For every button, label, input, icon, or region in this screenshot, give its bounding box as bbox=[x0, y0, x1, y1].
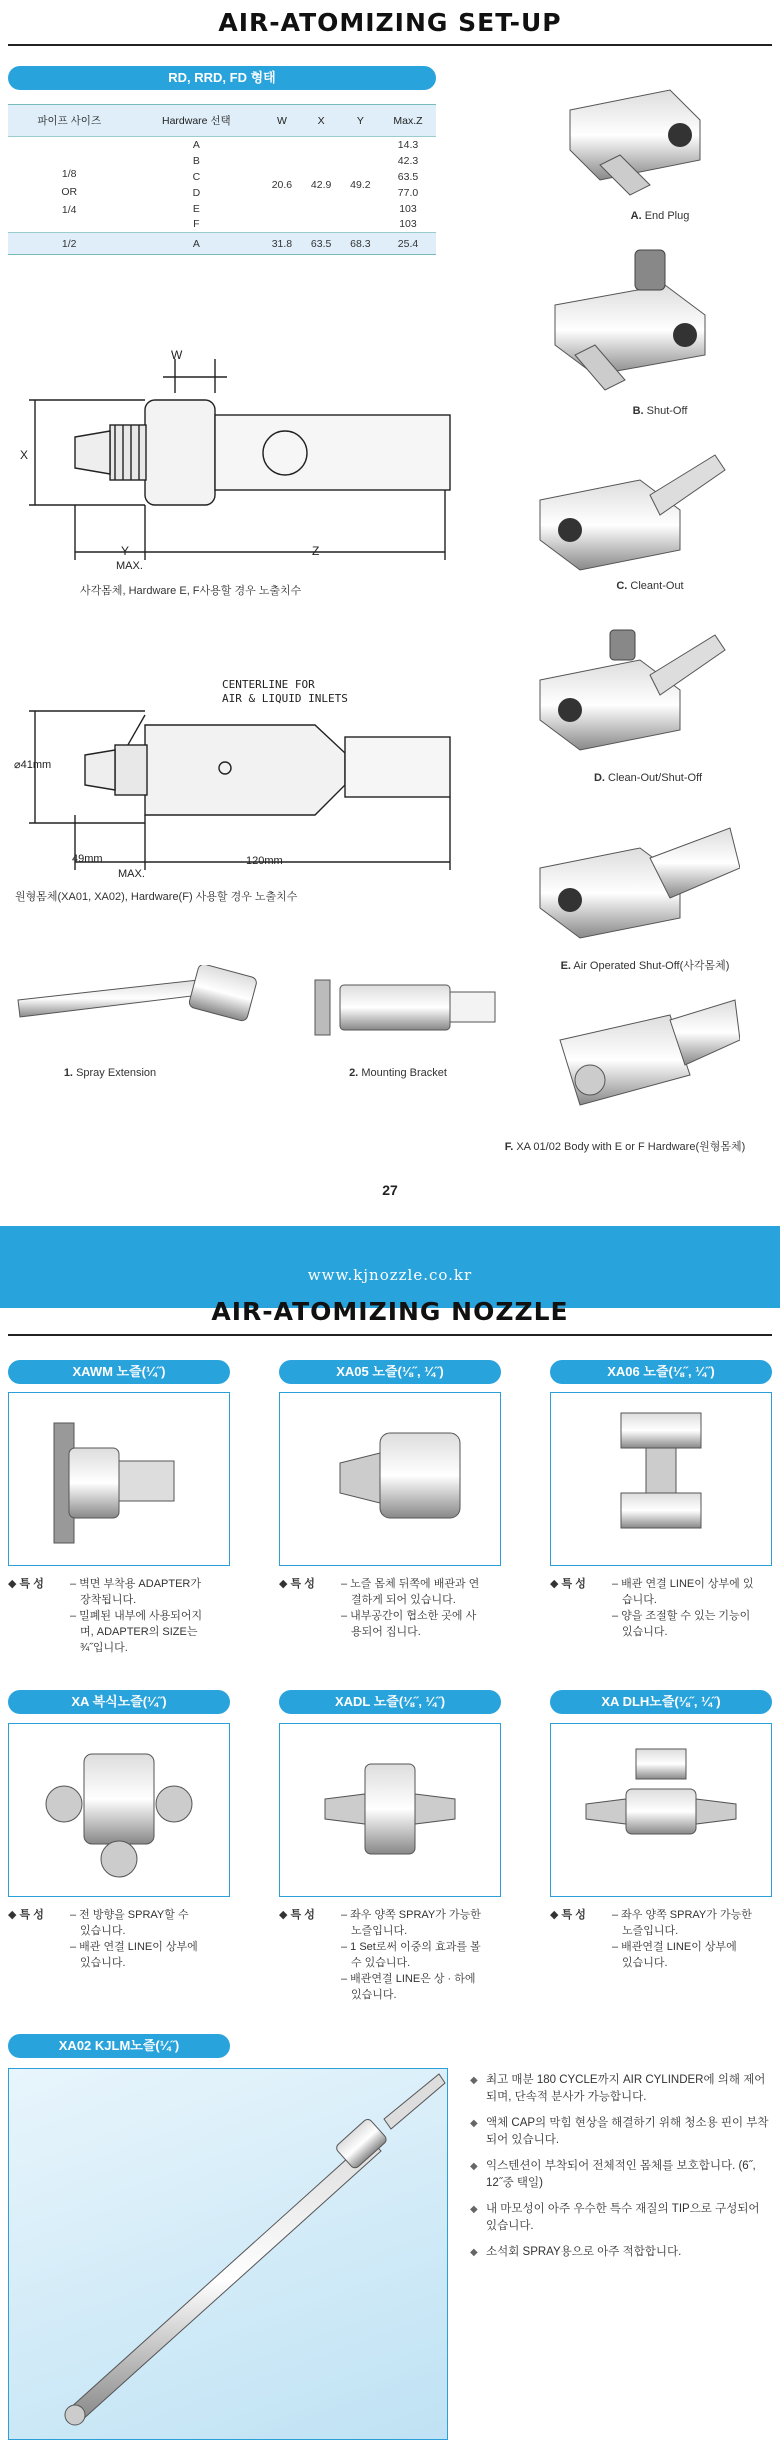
feature-label: ◆ 특 성 bbox=[550, 1578, 586, 1590]
xadl-nozzle-photo bbox=[280, 1724, 500, 1896]
xa05-nozzle-photo bbox=[280, 1393, 500, 1565]
feature-line: 용되어 집니다. bbox=[351, 1626, 421, 1638]
hardware-cell: F bbox=[193, 218, 200, 231]
xadlh-nozzle-photo bbox=[551, 1724, 771, 1896]
kjlm-photo-frame bbox=[8, 2068, 448, 2440]
feature-line: 있습니다. bbox=[622, 1957, 668, 1969]
accessory-2-caption bbox=[328, 1067, 468, 1079]
centerline-label: CENTERLINE FOR bbox=[222, 678, 315, 691]
nozzle-pill-kjlm: XA02 KJLM노즐(¼˝) bbox=[8, 2034, 230, 2058]
feature-label: ◆ 특 성 bbox=[8, 1909, 44, 1921]
hardware-letter: F. bbox=[504, 1141, 514, 1153]
feature-line: – 좌우 양쪽 SPRAY가 가능한 bbox=[341, 1909, 481, 1921]
hardware-d-caption bbox=[558, 772, 738, 784]
pipe-size: 1/4 bbox=[61, 203, 77, 216]
kjlm-bullet: ◆ 소석회 SPRAY용으로 아주 적합합니다. bbox=[470, 2244, 770, 2261]
feature-line: – 배관연결 LINE이 상부에 bbox=[612, 1941, 737, 1953]
nozzle-pill-xadl: XADL 노즐(⅛˝, ¼˝) bbox=[279, 1690, 501, 1714]
feature-line: – 배관연결 LINE은 상 · 하에 bbox=[341, 1973, 476, 1985]
xa06-nozzle-photo bbox=[551, 1393, 771, 1565]
hardware-cell: A bbox=[192, 138, 200, 151]
feature-line: 장착됩니다. bbox=[80, 1594, 137, 1606]
hardware-e-caption bbox=[520, 957, 770, 973]
end-plug-photo bbox=[560, 70, 710, 200]
pipe-size: OR bbox=[61, 185, 78, 198]
nozzle-photo-frame bbox=[550, 1392, 772, 1566]
last-row-cell: 63.5 bbox=[302, 233, 341, 255]
feature-block-xa05 bbox=[279, 1576, 501, 1638]
feature-block-xadl bbox=[279, 1907, 501, 2001]
feature-line: 결하게 되어 있습니다. bbox=[351, 1594, 456, 1606]
hardware-cell: B bbox=[192, 154, 200, 167]
feature-line: 며, ADAPTER의 SIZE는 bbox=[80, 1626, 198, 1638]
nozzle-pill-xa05: XA05 노즐(⅛˝, ¼˝) bbox=[279, 1360, 501, 1384]
accessory-text: Mounting Bracket bbox=[361, 1067, 447, 1079]
feature-label: ◆ 특 성 bbox=[8, 1578, 44, 1590]
feature-line: 있습니다. bbox=[622, 1626, 668, 1638]
xawm-nozzle-photo bbox=[9, 1393, 229, 1565]
kjlm-bullet: ◆ 최고 매분 180 CYCLE까지 AIR CYLINDER에 의해 제어되며, 단속적 분사가 가능합니다. bbox=[470, 2072, 770, 2106]
hardware-text: XA 01/02 Body with E or F Hardware(원형몸체) bbox=[516, 1141, 746, 1153]
accessory-num: 2. bbox=[349, 1067, 359, 1079]
hardware-text: Cleant-Out bbox=[630, 580, 684, 592]
hardware-text: Shut-Off bbox=[646, 405, 688, 417]
feature-line: 있습니다. bbox=[80, 1957, 126, 1969]
nozzle-pill-xawm: XAWM 노즐(¼˝) bbox=[8, 1360, 230, 1384]
th-hardware: Hardware 선택 bbox=[130, 105, 262, 137]
feature-block-xa-multi bbox=[8, 1907, 230, 1969]
feature-line: – 내부공간이 협소한 곳에 사 bbox=[341, 1610, 477, 1622]
last-row-cell: 25.4 bbox=[380, 233, 436, 255]
hardware-f-caption bbox=[480, 1138, 770, 1154]
maxz-cell: 63.5 bbox=[397, 170, 419, 183]
kjlm-bullet-list bbox=[470, 2072, 770, 2270]
dim-49mm: 49mm bbox=[72, 853, 103, 865]
pipe-size: 1/8 bbox=[61, 167, 77, 180]
title-rule-2 bbox=[8, 1334, 772, 1336]
hardware-letter: A. bbox=[630, 210, 642, 222]
spec-table bbox=[8, 104, 436, 255]
feature-line: 노즐입니다. bbox=[622, 1925, 679, 1937]
clean-out-shut-off-photo bbox=[530, 610, 730, 760]
round-body-photo bbox=[540, 990, 740, 1130]
hardware-a-caption bbox=[590, 210, 730, 222]
website-url[interactable]: www.kjnozzle.co.kr bbox=[307, 1266, 473, 1284]
dim-y-label: Y bbox=[121, 544, 130, 558]
hardware-text: Air Operated Shut-Off(사각몸체) bbox=[573, 960, 730, 972]
dim-max2: MAX. bbox=[118, 868, 145, 880]
th-x: X bbox=[302, 105, 341, 137]
feature-label: ◆ 특 성 bbox=[279, 1578, 315, 1590]
feature-line: – 좌우 양쪽 SPRAY가 가능한 bbox=[612, 1909, 752, 1921]
w-cell: 20.6 bbox=[271, 178, 293, 191]
th-pipe: 파이프 사이즈 bbox=[8, 105, 130, 137]
th-y: Y bbox=[341, 105, 380, 137]
table-pill: RD, RRD, FD 형태 bbox=[8, 66, 436, 90]
maxz-cell: 103 bbox=[399, 202, 417, 215]
mounting-bracket-photo bbox=[300, 960, 500, 1050]
page-title-setup: AIR-ATOMIZING SET-UP bbox=[218, 8, 562, 37]
maxz-cell: 14.3 bbox=[397, 138, 419, 151]
feature-line: 있습니다. bbox=[80, 1925, 126, 1937]
maxz-cell: 103 bbox=[399, 218, 417, 231]
hardware-letter: E. bbox=[560, 960, 571, 972]
nozzle-photo-frame bbox=[8, 1723, 230, 1897]
accessory-num: 1. bbox=[63, 1067, 73, 1079]
nozzle-pill-xa06: XA06 노즐(⅛˝, ¼˝) bbox=[550, 1360, 772, 1384]
nozzle-photo-frame bbox=[279, 1723, 501, 1897]
drawing1-caption: 사각몸체, Hardware E, F사용할 경우 노출치수 bbox=[80, 585, 302, 597]
xa-multi-nozzle-photo bbox=[9, 1724, 229, 1896]
feature-line: ¾˝입니다. bbox=[80, 1642, 128, 1654]
hardware-letter: B. bbox=[632, 405, 644, 417]
feature-label: ◆ 특 성 bbox=[279, 1909, 315, 1921]
air-operated-shut-off-photo bbox=[530, 808, 740, 948]
title-rule bbox=[8, 44, 772, 46]
maxz-cell: 42.3 bbox=[397, 154, 419, 167]
hardware-text: End Plug bbox=[644, 210, 690, 222]
dim-z-label: Z bbox=[312, 544, 320, 558]
dimension-drawing-round bbox=[15, 675, 455, 875]
hardware-c-caption bbox=[580, 580, 720, 592]
last-row-cell: 31.8 bbox=[262, 233, 301, 255]
last-row-cell: 68.3 bbox=[341, 233, 380, 255]
nozzle-photo-frame bbox=[279, 1392, 501, 1566]
feature-line: – 노즐 몸체 뒤쪽에 배관과 연 bbox=[341, 1578, 480, 1590]
nozzle-pill-xadlh: XA DLH노즐(⅛˝, ¼˝) bbox=[550, 1690, 772, 1714]
last-row-cell: 1/2 bbox=[8, 233, 130, 255]
feature-block-xa06 bbox=[550, 1576, 772, 1638]
feature-line: – 벽면 부착용 ADAPTER가 bbox=[70, 1578, 201, 1590]
dimension-drawing-square bbox=[15, 345, 455, 565]
nozzle-photo-frame bbox=[550, 1723, 772, 1897]
spray-extension-photo bbox=[8, 965, 268, 1060]
kjlm-bullet: ◆ 익스텐션이 부착되어 전체적인 몸체를 보호합니다. (6˝, 12˝중 택일) bbox=[470, 2158, 770, 2192]
accessory-text: Spray Extension bbox=[76, 1067, 157, 1079]
dim-120mm: 120mm bbox=[246, 855, 283, 867]
th-maxz: Max.Z bbox=[380, 105, 436, 137]
dim-max-label: MAX. bbox=[116, 560, 143, 572]
feature-line: – 양을 조절할 수 있는 기능이 bbox=[612, 1610, 751, 1622]
page-title-nozzle: AIR-ATOMIZING NOZZLE bbox=[211, 1297, 569, 1326]
feature-line: 있습니다. bbox=[351, 1989, 397, 2001]
banner bbox=[0, 1226, 780, 1308]
feature-line: – 1 Set로써 이중의 효과를 볼 bbox=[341, 1941, 481, 1953]
y-cell: 49.2 bbox=[350, 178, 371, 191]
nozzle-pill-xa-multi: XA 복식노즐(¼˝) bbox=[8, 1690, 230, 1714]
dim-x-label: X bbox=[20, 448, 29, 462]
page-number: 27 bbox=[382, 1182, 398, 1198]
drawing2-caption: 원형몸체(XA01, XA02), Hardware(F) 사용할 경우 노출치수 bbox=[15, 891, 298, 903]
kjlm-bullet: ◆ 액체 CAP의 막힘 현상을 해결하기 위해 청소용 핀이 부착되어 있습니다. bbox=[470, 2115, 770, 2149]
dim-41mm: ⌀41mm bbox=[14, 759, 52, 771]
maxz-cell: 77.0 bbox=[397, 186, 419, 199]
feature-block-xawm bbox=[8, 1576, 230, 1654]
hardware-b-caption bbox=[590, 405, 730, 417]
last-row-cell: A bbox=[130, 233, 262, 255]
dim-w-label: W bbox=[171, 348, 183, 362]
feature-block-xadlh bbox=[550, 1907, 772, 1969]
hardware-text: Clean-Out/Shut-Off bbox=[608, 772, 702, 784]
feature-line: – 밀폐된 내부에 사용되어지 bbox=[70, 1610, 203, 1622]
centerline-label-2: AIR & LIQUID INLETS bbox=[222, 692, 348, 705]
x-cell: 42.9 bbox=[310, 178, 332, 191]
feature-label: ◆ 특 성 bbox=[550, 1909, 586, 1921]
th-w: W bbox=[262, 105, 301, 137]
hardware-letter: C. bbox=[616, 580, 628, 592]
feature-line: – 전 방향을 SPRAY할 수 bbox=[70, 1909, 189, 1921]
shut-off-photo bbox=[545, 245, 715, 395]
kjlm-bullet: ◆ 내 마모성이 아주 우수한 특수 재질의 TIP으로 구성되어 있습니다. bbox=[470, 2201, 770, 2235]
clean-out-photo bbox=[530, 440, 730, 580]
hardware-cell: D bbox=[192, 186, 201, 199]
feature-line: – 배관 연결 LINE이 상부에 있 bbox=[612, 1578, 754, 1590]
kjlm-nozzle-photo bbox=[9, 2069, 447, 2439]
feature-line: 수 있습니다. bbox=[351, 1957, 411, 1969]
feature-line: – 배관 연결 LINE이 상부에 bbox=[70, 1941, 198, 1953]
feature-line: 노즐입니다. bbox=[351, 1925, 408, 1937]
nozzle-photo-frame bbox=[8, 1392, 230, 1566]
feature-line: 습니다. bbox=[622, 1594, 657, 1606]
hardware-cell: C bbox=[192, 170, 201, 183]
hardware-letter: D. bbox=[593, 772, 605, 784]
accessory-1-caption bbox=[40, 1067, 180, 1079]
pipe-size-cell bbox=[8, 137, 130, 233]
hardware-cell: E bbox=[192, 202, 200, 215]
